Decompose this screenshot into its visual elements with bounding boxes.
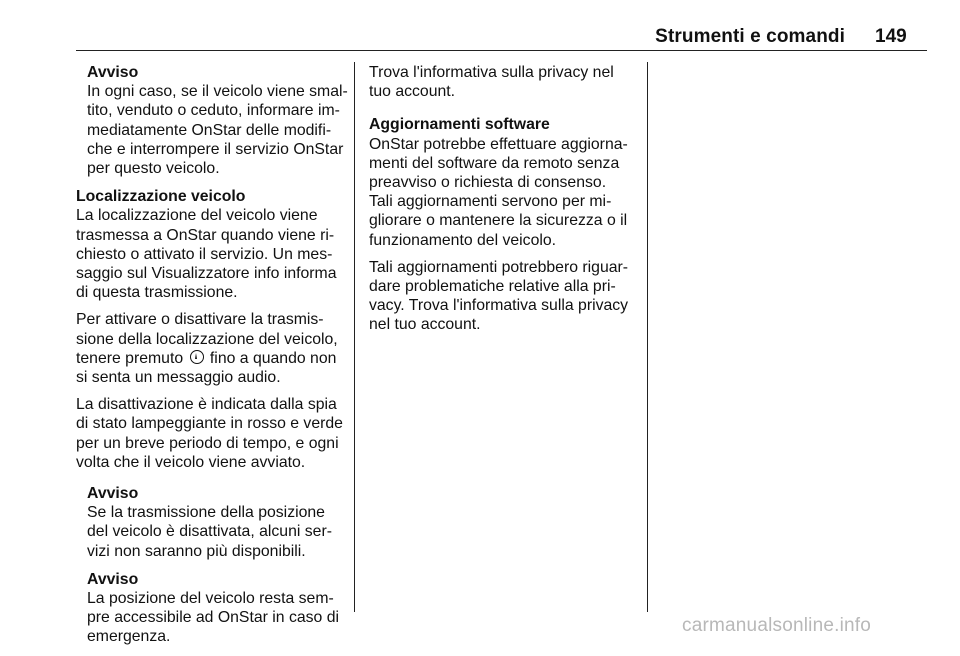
paragraph-line: preavviso o richiesta di consenso. <box>369 174 607 192</box>
section-heading: Aggiornamenti software <box>369 116 550 134</box>
paragraph-line: saggio sul Visualizzatore info informa <box>76 265 337 283</box>
notice-box <box>87 63 348 178</box>
notice-line: La posizione del veicolo resta sem- <box>87 590 334 608</box>
notice-line: pre accessibile ad OnStar in caso di <box>87 609 340 627</box>
notice-heading: Avviso <box>87 485 139 503</box>
notice-line: tito, venduto o ceduto, informare im- <box>87 102 340 120</box>
paragraph-line: funzionamento del veicolo. <box>369 231 557 249</box>
watermark: carmanualsonline.info <box>682 615 872 636</box>
paragraph-line: di stato lampeggiante in rosso e verde <box>76 415 343 433</box>
paragraph-line: La localizzazione del veicolo viene <box>76 207 318 225</box>
paragraph <box>369 258 635 335</box>
paragraph-line: volta che il veicolo viene avviato. <box>76 453 306 471</box>
paragraph-line: si senta un messaggio audio. <box>76 369 281 387</box>
paragraph-line: chiesto o attivato il servizio. Un mes- <box>76 245 333 263</box>
paragraph-line: OnStar potrebbe effettuare aggiorna- <box>369 135 628 153</box>
paragraph-line: Tali aggiornamenti potrebbero riguar- <box>369 258 629 276</box>
notice-line: per questo veicolo. <box>87 160 220 178</box>
middle-column <box>369 63 635 343</box>
notice-line: vizi non saranno più disponibili. <box>87 542 306 560</box>
notice-line: che e interrompere il servizio OnStar <box>87 140 344 158</box>
paragraph-line: Tali aggiornamenti servono per mi- <box>369 193 612 211</box>
page-header <box>0 0 960 52</box>
left-column <box>76 63 348 656</box>
paragraph <box>76 310 342 387</box>
paragraph-text: tenere premuto <box>76 349 188 367</box>
header-rule <box>76 50 927 51</box>
paragraph-line: menti del software da remoto senza <box>369 154 620 172</box>
paragraph-line: dare problematiche relative alla pri- <box>369 278 616 296</box>
column-divider-left <box>354 62 355 612</box>
page-number: 149 <box>875 26 907 47</box>
paragraph-line-with-icon <box>76 349 342 368</box>
paragraph-line: sione della localizzazione del veicolo, <box>76 330 338 348</box>
paragraph-line: La disattivazione è indicata dalla spia <box>76 396 337 414</box>
notice-line: mediatamente OnStar delle modifi- <box>87 121 332 139</box>
notice-heading: Avviso <box>87 64 139 81</box>
paragraph <box>369 135 635 250</box>
privacy-button-icon <box>190 350 204 364</box>
column-divider-right <box>647 62 648 612</box>
paragraph <box>76 206 342 302</box>
paragraph-line: tuo account. <box>369 83 456 101</box>
paragraph-line: Trova l'informativa sulla privacy nel <box>369 64 614 81</box>
section-heading: Localizzazione veicolo <box>76 188 246 206</box>
notice-box <box>87 484 342 561</box>
section-title: Strumenti e comandi <box>655 26 845 47</box>
paragraph-line: di questa trasmissione. <box>76 284 238 302</box>
notice-heading: Avviso <box>87 570 139 588</box>
paragraph-line: per un breve periodo di tempo, e ogni <box>76 434 339 452</box>
notice-line: del veicolo è disattivata, alcuni ser- <box>87 523 332 541</box>
paragraph-line: nel tuo account. <box>369 316 481 334</box>
paragraph-line: trasmessa a OnStar quando viene ri- <box>76 226 335 244</box>
paragraph <box>369 63 635 101</box>
paragraph-line: gliorare o mantenere la sicurezza o il <box>369 212 628 230</box>
notice-line: Se la trasmissione della posizione <box>87 504 325 522</box>
paragraph-text: fino a quando non <box>205 349 337 367</box>
notice-line: emergenza. <box>87 628 171 646</box>
paragraph <box>76 395 342 472</box>
paragraph-line: Per attivare o disattivare la trasmis- <box>76 311 324 329</box>
notice-line: In ogni caso, se il veicolo viene smal- <box>87 83 348 101</box>
notice-box <box>87 570 342 647</box>
paragraph-line: vacy. Trova l'informativa sulla privacy <box>369 297 629 315</box>
